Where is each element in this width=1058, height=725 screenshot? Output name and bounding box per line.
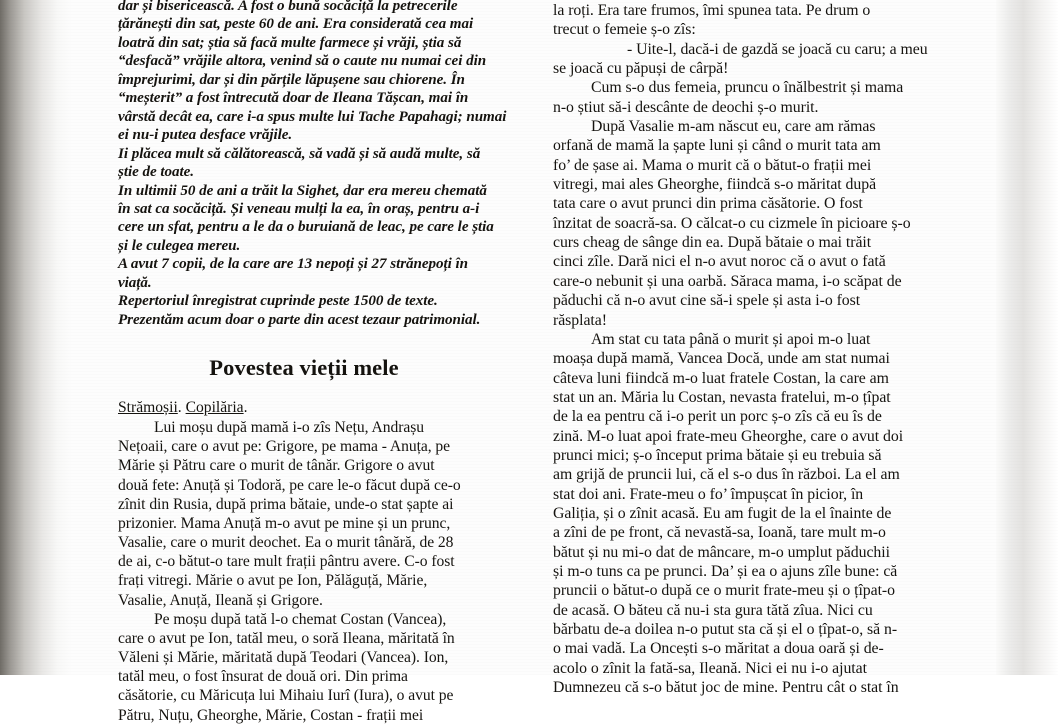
body-line: Dumnezeu că s-o bătut joc de mine. Pentru cât o stat în xyxy=(553,679,899,697)
body-line: Am stat cu tata până o murit și apoi m-o luat xyxy=(591,330,871,348)
preface-italic-block xyxy=(118,0,507,329)
body-line: Pătru, Nuțu, Gheorghe, Mărie, Costan - frații mei xyxy=(118,706,424,724)
body-line: de ai, c-o bătut-o tare mult frații pântru avere. C-o fost xyxy=(118,553,455,571)
body-line: După Vasalie m-am născut eu, care am rămas xyxy=(591,118,876,136)
body-line: de la ea pentru că i-o perit un porc ș-o zîs că eu îs de xyxy=(553,408,882,426)
body-line: Vasalie, care o murit deochet. Ea o murit tânără, de 28 xyxy=(118,534,454,552)
body-line: orfană de mamă la șapte luni și când o murit tata am xyxy=(553,137,881,155)
left-column xyxy=(118,0,507,724)
body-line: care o avut pe Ion, tatăl meu, o soră Ileana, măritată în xyxy=(118,629,455,647)
right-body-block xyxy=(553,1,985,697)
preface-line: vârstă decât ea, care i-a spus multe lui Tache Papahagi; numai xyxy=(118,108,507,125)
body-line: stat un an. Măria lu Costan, nevasta fratelui, m-o țîpat xyxy=(553,388,891,406)
body-line: căsătorie, cu Măricuța lui Mihaiu Iurî (Iura), o avut pe xyxy=(118,687,454,705)
body-line: cinci zîle. Dară nici el n-o avut noroc că o avut o fată xyxy=(553,253,886,271)
subheading-period: . xyxy=(243,399,248,417)
body-line: Galiția, și o zînit acasă. Eu am fugit de la el înainte de xyxy=(553,504,892,522)
body-line: bătut și nu mi-o dat de mâncare, m-o umplut păduchii xyxy=(553,543,890,561)
preface-line: și le culegea mereu. xyxy=(118,237,241,254)
preface-line: Ii plăcea mult să călătorească, să vadă și să audă multe, să xyxy=(118,145,481,162)
preface-line: în sat ca socăciță. Și veneau mulți la ea, în oraș, pentru a-i xyxy=(118,200,480,217)
body-line: de acasă. O băteu că nu-i sta gura tătă zîua. Nici cu xyxy=(553,601,873,619)
body-line: Pe moșu după tată l-o chemat Costan (Vancea), xyxy=(154,610,447,628)
section-subheading xyxy=(118,398,490,417)
body-line: frați vitregi. Mărie o avut pe Ion, Pălăguță, Mărie, xyxy=(118,572,428,590)
body-line: Lui moșu după mamă i-o zîs Nețu, Andrașu xyxy=(154,419,424,437)
body-line: pruncii o bătut-o după ce o murit frate-meu și o țîpat-o xyxy=(553,582,895,600)
preface-line: Prezentăm acum doar o parte din acest tezaur patrimonial. xyxy=(118,311,481,328)
body-line: zină. M-o luat apoi frate-meu Gheorghe, care o avut doi xyxy=(553,427,904,445)
body-line: fo’ de șase ai. Mama o murit că o bătut-o frații mei xyxy=(553,156,872,174)
preface-line: Repertoriul înregistrat cuprinde peste 1500 de texte. xyxy=(118,293,438,310)
subheading-word-copilaria: Copilăria xyxy=(185,399,244,417)
body-line: trecut o femeie ș-o zîs: xyxy=(553,21,696,39)
preface-line: cere un sfat, pentru a le da o buruiană de leac, pe care le știa xyxy=(118,219,494,236)
body-line: prunci mici; ș-o început prima bătaie și eu trebuia să xyxy=(553,446,882,464)
body-line: vitregi, mai ales Gheorghe, fiindcă s-o măritat după xyxy=(553,176,877,194)
preface-line: țărănești din sat, peste 60 de ani. Era considerată cea mai xyxy=(118,16,474,33)
right-column xyxy=(553,0,985,697)
preface-line: loatră din sat; știa să facă multe farmece și vrăji, știa să xyxy=(118,34,462,51)
body-line: răsplata! xyxy=(553,311,607,329)
body-line: acolo o zînit la fată-sa, Ileană. Nici ei nu i-o ajutat xyxy=(553,659,867,677)
body-line: tatăl meu, o fost însurat de două ori. Din prima xyxy=(118,668,408,686)
body-line: Văleni și Mărie, măritată după Teodari (Vancea). Ion, xyxy=(118,649,449,667)
body-line: Mărie și Pătru care o murit de tânăr. Grigore o avut xyxy=(118,457,435,475)
preface-line: “desfacă” vrăjile altora, venind să o caute nu numai cei din xyxy=(118,53,487,70)
body-line: bărbatu de-a doilea n-o putut sta că și el o țîpat-o, să n- xyxy=(553,621,898,638)
body-line: Cum s-o dus femeia, pruncu o înălbestrit și mama xyxy=(591,79,904,97)
page-title: Povestea vieții mele xyxy=(209,355,399,381)
preface-line: ei nu-i putea desface vrăjile. xyxy=(118,127,293,144)
preface-line: “meșterit” a fost întrecută doar de Ileana Tășcan, mai în xyxy=(118,90,469,107)
preface-line: știe de toate. xyxy=(118,164,195,181)
body-line: câteva luni fiindcă m-o luat fratele Costan, la care am xyxy=(553,369,889,387)
body-line: am grijă de pruncii lui, că el s-o dus în război. La el am xyxy=(553,466,900,484)
subheading-separator: . xyxy=(177,399,186,417)
preface-line: dar și bisericească. A fost o bună socăciță la petrecerile xyxy=(118,0,458,14)
body-line: înzitat de soacră-sa. O călcat-o cu cizmele în picioare ș-o xyxy=(553,214,911,232)
body-line: care-o nebunit și una oarbă. Săraca mama, i-o scăpat de xyxy=(553,272,902,290)
body-line: și m-o tuns ca pe prunci. Da’ și ea o ajuns zîle bune: că xyxy=(553,562,898,580)
preface-line: A avut 7 copii, de la care are 13 nepoți și 27 strănepoți în xyxy=(118,256,469,273)
body-line: - Uite-l, dacă-i de gazdă se joacă cu caru; a meu xyxy=(627,40,928,58)
subheading-word-stramosii: Strămoșii xyxy=(118,399,178,417)
body-line: curs cheag de sânge din ea. După bătaie o mai trăit xyxy=(553,234,872,252)
body-line: două fete: Anuță și Todoră, pe care le-o făcut după ce-o xyxy=(118,476,461,494)
body-line: moașa după mamă, Vancea Docă, unde am stat numai xyxy=(553,350,890,368)
body-line: n-o știut să-i descânte de deochi ș-o murit. xyxy=(553,98,819,116)
body-line: Nețoaii, care o avut pe: Grigore, pe mama - Anuța, pe xyxy=(118,438,451,456)
body-line: a zîni de pe front, că nevastă-sa, Ioană, tare mult m-o xyxy=(553,524,886,542)
body-line: prizonier. Mama Anuță m-o avut pe mine și un prunc, xyxy=(118,514,451,532)
body-line: la roți. Era tare frumos, îmi spunea tata. Pe drum o xyxy=(553,2,871,19)
body-line: o mai vadă. La Oncești s-o măritat a doua oară și de- xyxy=(553,640,884,658)
body-line: stat doi ani. Frate-meu o fo’ împușcat în picior, în xyxy=(553,485,864,503)
body-line: zînit din Rusia, după prima bătaie, unde-o stat șapte ai xyxy=(118,495,454,513)
body-line: păduchi că n-o avut cine să-i spele și asta i-o fost xyxy=(553,292,861,310)
left-body-block xyxy=(118,418,490,725)
preface-line: împrejurimi, dar și din părțile lăpușene sau chiorene. În xyxy=(118,71,465,88)
body-line: se joacă cu păpuși de cârpă! xyxy=(553,60,729,78)
preface-line: In ultimii 50 de ani a trăit la Sighet, dar era mereu chemată xyxy=(118,182,487,199)
body-line: Vasalie, Anuță, Ileană și Grigore. xyxy=(118,591,323,609)
body-line: tata care o avut prunci din prima căsătorie. O fost xyxy=(553,195,863,213)
preface-line: viață. xyxy=(118,274,152,291)
